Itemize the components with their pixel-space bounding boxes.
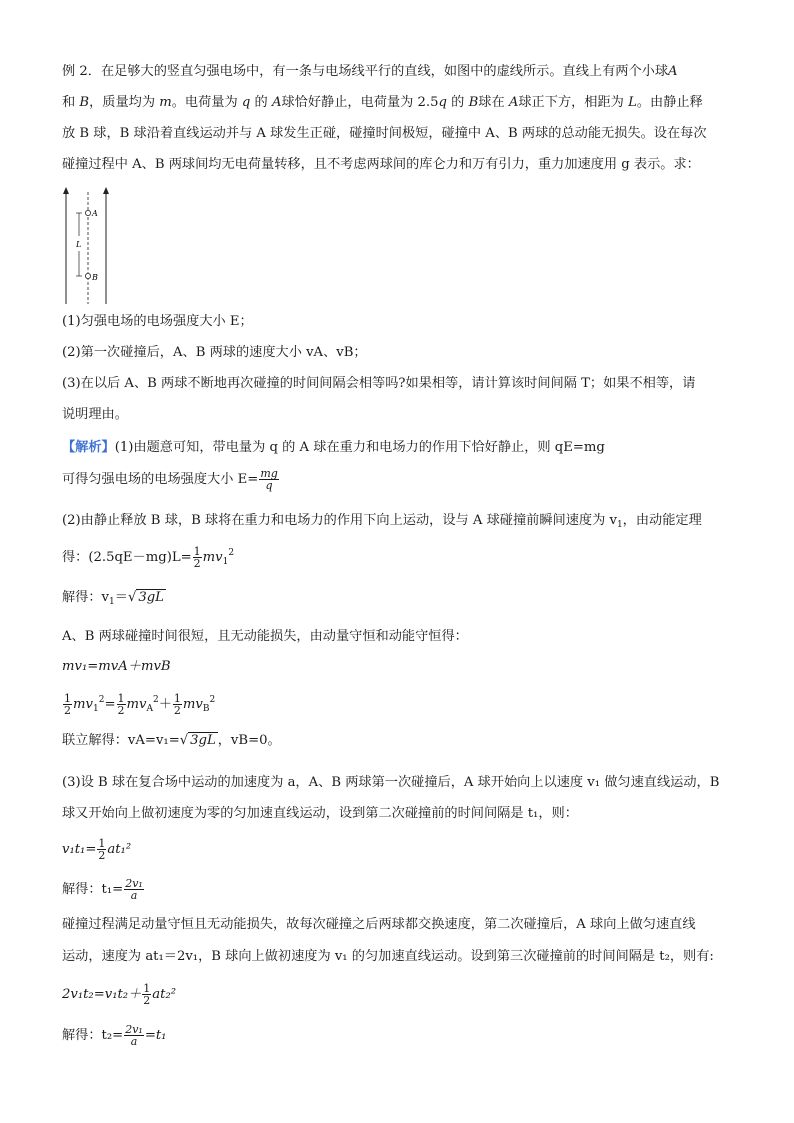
solution-text: at₂² xyxy=(152,987,177,1002)
solution-line-12: v₁t₁= $\frac{1}{2}$ at₁² xyxy=(62,837,132,862)
fraction-mg-over-q xyxy=(259,468,278,491)
analysis-tag: 【解析】 xyxy=(62,440,115,455)
field-diagram xyxy=(60,186,120,306)
solution-line-5: 解得：$v_1=√$ 3gL xyxy=(62,590,164,607)
solution-line-4: 得：(2.5qE－mg)L= $\frac{1}{2}$ $mv_1^2$ xyxy=(62,545,235,570)
problem-text: ，质量均为 xyxy=(89,95,156,110)
solution-text: = xyxy=(104,697,116,712)
solution-line-8: $\frac{1}{2}$ $mv_1^2=$ $\frac{1}{2}$ $mv_A^2+$ $\frac{1}{2}$ $mv_B^2$ xyxy=(64,692,216,717)
problem-text: 球恰好静止，电荷量为 2.5 xyxy=(281,95,439,110)
solution-text: 解得：v xyxy=(62,590,110,605)
solution-text: mv xyxy=(202,550,223,565)
solution-text: ＝ xyxy=(114,590,128,605)
var-A: A xyxy=(508,95,519,110)
question-2: (2)第一次碰撞后，A、B 两球的速度大小 vA、vB； xyxy=(62,345,367,360)
solution-text: ＋ xyxy=(158,697,172,712)
var-A: A xyxy=(271,95,282,110)
problem-line-3: 放 B 球，B 球沿着直线运动并与 A 球发生正碰，碰撞时间极短，碰撞中 A、B 两球的总动能无损失。设在每次 xyxy=(62,126,707,141)
solution-line-9: 联立解得：vA=v₁=√ 3gL ，vB=0。 xyxy=(62,733,281,748)
solution-text: ，vB=0。 xyxy=(217,733,281,748)
solution-text: mv xyxy=(182,697,203,712)
solution-text: =t₁ xyxy=(144,1028,167,1043)
problem-line-2 xyxy=(62,93,736,113)
ball-B xyxy=(85,273,90,278)
ball-A xyxy=(85,210,90,215)
solution-line-6: A、B 两球碰撞时间很短，且无动能损失，由动量守恒和动能守恒得： xyxy=(62,629,468,644)
solution-text: mv xyxy=(73,697,93,712)
solution-text: v₁t₁= xyxy=(62,842,97,857)
denominator: a xyxy=(130,1035,138,1048)
solution-line-11: 球又开始向上做初速度为零的匀加速直线运动，设到第二次碰撞前的时间间隔是 t₁，则： xyxy=(62,806,578,821)
solution-line-2 xyxy=(62,468,736,491)
solution-text: (1)由题意可知，带电量为 q 的 A 球在重力和电场力的作用下恰好静止，则 qE=mg xyxy=(114,440,605,455)
solution-line-10: (3)设 B 球在复合场中运动的加速度为 a，A、B 两球第一次碰撞后，A 球开始向上以速度 v₁ 做匀速直线运动，B xyxy=(62,775,720,790)
solution-line-17 xyxy=(62,1024,736,1047)
fraction-2v1-over-a xyxy=(124,1024,144,1047)
solution-text: 解得：t₂= xyxy=(62,1028,124,1043)
problem-line-4: 碰撞过程中 A、B 两球间均无电荷量转移，且不考虑两球间的库仑力和万有引力，重力加速度用 g 表示。求： xyxy=(62,157,700,172)
solution-line-13 xyxy=(62,878,736,901)
solution-text: 可得匀强电场的电场强度大小 E= xyxy=(62,472,259,487)
question-1: (1)匀强电场的电场强度大小 E； xyxy=(62,314,253,329)
label-A: A xyxy=(92,209,98,218)
problem-text: 和 xyxy=(62,95,76,110)
var-q: q xyxy=(438,95,447,110)
var-B: B xyxy=(468,95,479,110)
denominator: q xyxy=(265,479,273,492)
problem-text: 球正下方，相距为 xyxy=(518,95,624,110)
label-L: L xyxy=(76,240,82,249)
solution-text: 得：(2.5qE－mg)L= xyxy=(62,550,192,565)
solution-text: 解得：t₁= xyxy=(62,882,124,897)
problem-text: 。由静止释 xyxy=(636,95,703,110)
numerator: 2v₁ xyxy=(125,1023,143,1036)
sqrt-radicand: 3gL xyxy=(138,590,164,605)
solution-text: 2v₁t₂=v₁t₂＋ xyxy=(62,987,142,1002)
solution-line-15: 运动，速度为 at₁＝2v₁，B 球向上做初速度为 v₁ 的匀加速直线运动。设到第三次碰撞前的时间间隔是 t₂，则有: xyxy=(62,949,714,964)
problem-text: 的 xyxy=(451,95,465,110)
problem-text: 。电荷量为 xyxy=(171,95,238,110)
numerator: mg xyxy=(260,467,278,480)
problem-text: 球在 xyxy=(478,95,505,110)
arrow-up-icon xyxy=(63,187,69,194)
fraction-one-half xyxy=(193,546,202,569)
arrow-up-icon xyxy=(103,187,109,194)
solution-text: mv xyxy=(126,697,147,712)
problem-line-1 xyxy=(62,62,736,82)
solution-text: ，由动能定理 xyxy=(622,513,702,528)
numerator: 2v₁ xyxy=(125,877,143,890)
solution-text: (2)由静止释放 B 球，B 球将在重力和电场力的作用下向上运动，设与 A 球碰撞前瞬间速度为 v xyxy=(62,513,617,528)
var-B: B xyxy=(79,95,90,110)
problem-text: 例 2．在足够大的竖直匀强电场中，有一条与电场线平行的直线，如图中的虚线所示。直线上有两个小球 xyxy=(62,64,669,79)
denominator: 2 xyxy=(193,557,201,570)
question-3-line-1: (3)在以后 A、B 两球不断地再次碰撞的时间间隔会相等吗?如果相等，请计算该时间间隔 T；如果不相等，请 xyxy=(62,376,696,391)
solution-text: at₁² xyxy=(107,842,132,857)
solution-text: 联立解得：vA=v₁= xyxy=(62,733,180,748)
solution-line-14: 碰撞过程满足动量守恒且无动能损失，故每次碰撞之后两球都交换速度，第二次碰撞后，A 球向上做匀速直线 xyxy=(62,917,696,932)
var-m: m xyxy=(159,95,172,110)
sqrt-radicand: 3gL xyxy=(190,733,216,748)
fraction-2v1-over-a xyxy=(124,878,144,901)
var-L: L xyxy=(628,95,637,110)
question-3-line-2: 说明理由。 xyxy=(62,407,128,422)
numerator: 1 xyxy=(193,545,201,558)
label-B: B xyxy=(92,273,98,282)
denominator: a xyxy=(130,889,138,902)
problem-text: 的 xyxy=(254,95,268,110)
var-q: q xyxy=(241,95,251,110)
solution-line-1 xyxy=(62,438,736,458)
solution-line-16: 2v₁t₂=v₁t₂＋ $\frac{1}{2}$ at₂² xyxy=(62,982,177,1007)
solution-line-3: (2)由静止释放 B 球，B 球将在重力和电场力的作用下向上运动，设与 A 球碰撞前瞬间速度为 $v_1$，由动能定理 xyxy=(62,513,702,530)
var-A: A xyxy=(668,64,678,79)
solution-line-7: mv₁=mvA＋mvB xyxy=(62,659,171,674)
